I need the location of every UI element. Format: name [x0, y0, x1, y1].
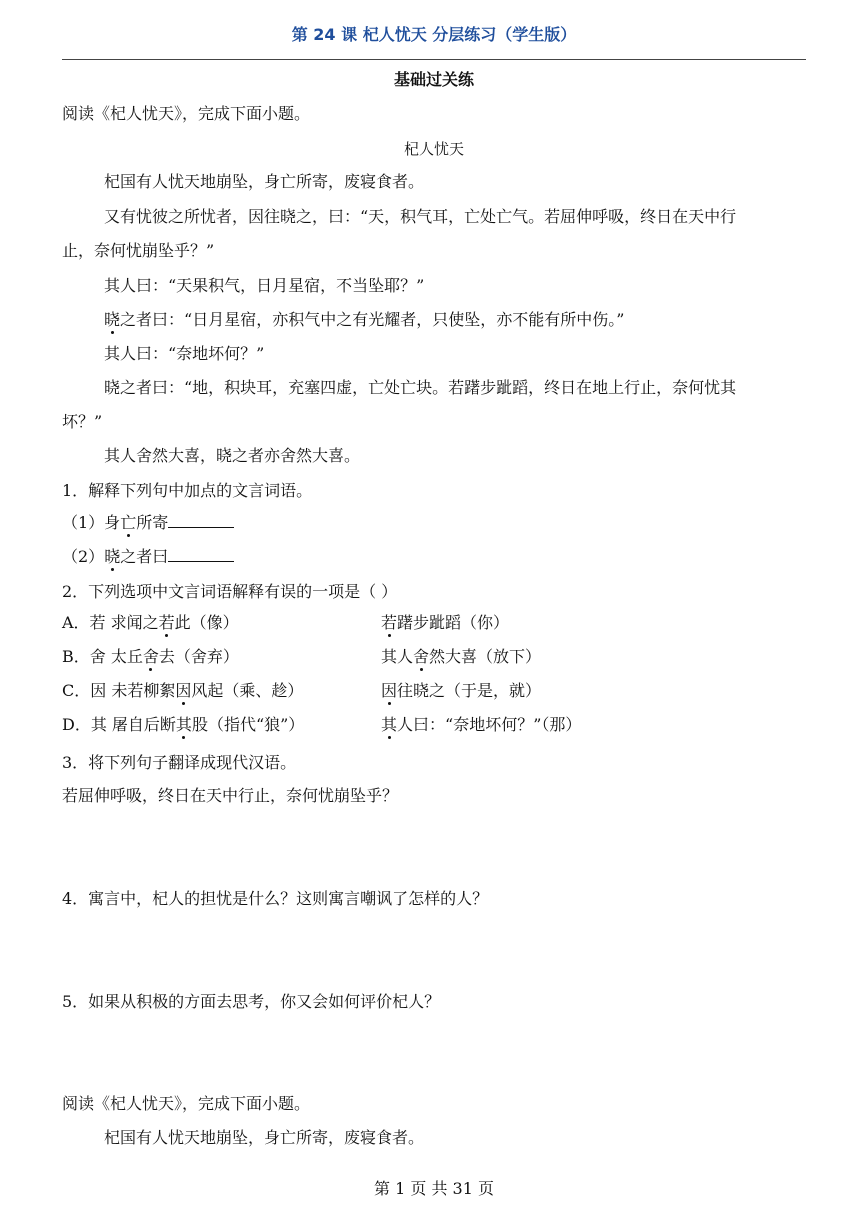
- dotted-character: 亡: [120, 513, 137, 532]
- item-text: （1）身: [62, 513, 121, 532]
- passage-paragraph: 其人曰：“天果积气，日月星宿，不当坠耶？”: [104, 276, 425, 295]
- dotted-character: 因: [381, 681, 398, 700]
- dotted-character: 因: [175, 681, 192, 700]
- option-text: 然大喜（放下）: [429, 647, 542, 666]
- option-text: 风起（乘、趁）: [191, 681, 304, 700]
- option-text: 往晓之（于是，就）: [397, 681, 542, 700]
- answer-blank[interactable]: [168, 511, 234, 528]
- option-text: 此（像）: [174, 613, 239, 632]
- question-5-stem: 5．如果从积极的方面去思考，你又会如何评价杞人？: [62, 992, 441, 1011]
- dotted-character: 晓: [104, 310, 121, 329]
- passage-paragraph: [104, 310, 624, 330]
- reading-instruction: 阅读《杞人忧天》，完成下面小题。: [62, 1094, 311, 1113]
- dotted-character: 其: [381, 715, 398, 734]
- option-d-left[interactable]: [62, 715, 304, 735]
- passage-paragraph: 晓之者曰：“地，积块耳，充塞四虚，亡处亡块。若躇步跐蹈，终日在地上行止，奈何忧其: [104, 378, 737, 397]
- page-footer: 第 1 页 共 31 页: [374, 1179, 494, 1198]
- section-title: 基础过关练: [393, 70, 474, 89]
- option-text: 去（舍弃）: [158, 647, 239, 666]
- dotted-character: 若: [381, 613, 398, 632]
- option-text: 其人: [381, 647, 414, 666]
- option-text: 躇步跐蹈（你）: [397, 613, 510, 632]
- option-d-right: [381, 715, 581, 735]
- option-text: 人曰：“奈地坏何？”（那）: [397, 715, 582, 734]
- passage-paragraph: 又有忧彼之所忧者，因往晓之，曰：“天，积气耳，亡处亡气。若屈伸呼吸，终日在天中行: [104, 207, 737, 226]
- option-text: A．若 求闻之: [62, 613, 159, 632]
- passage-paragraph-continued: 止，奈何忧崩坠乎？”: [62, 241, 215, 260]
- option-c-right: [381, 681, 541, 701]
- item-text: （2）: [62, 547, 105, 566]
- question-3-sentence: 若屈伸呼吸，终日在天中行止，奈何忧崩坠乎？: [62, 786, 399, 805]
- dotted-character: 舍: [413, 647, 430, 666]
- option-text: D．其 屠自后断: [62, 715, 176, 734]
- option-a-left[interactable]: [62, 613, 239, 633]
- answer-blank[interactable]: [168, 545, 234, 562]
- question-1-item-1: [62, 511, 234, 533]
- dotted-character: 舍: [142, 647, 159, 666]
- option-a-right: [381, 613, 509, 633]
- option-text: 股（指代“狼”）: [191, 715, 305, 734]
- dotted-character: 其: [175, 715, 192, 734]
- option-c-left[interactable]: [62, 681, 303, 701]
- question-2-stem: 2．下列选项中文言词语解释有误的一项是（ ）: [62, 582, 398, 601]
- passage-paragraph: 杞国有人忧天地崩坠，身亡所寄，废寝食者。: [104, 172, 425, 191]
- passage-text: 之者曰：“日月星宿，亦积气中之有光耀者，只使坠，亦不能有所中伤。”: [120, 310, 625, 329]
- option-text: C．因 未若柳絮: [62, 681, 176, 700]
- dotted-character: 晓: [104, 547, 121, 566]
- passage-paragraph: 杞国有人忧天地崩坠，身亡所寄，废寝食者。: [104, 1128, 425, 1147]
- option-b-left[interactable]: [62, 647, 239, 667]
- passage-paragraph: 其人曰：“奈地坏何？”: [104, 344, 265, 363]
- passage-title: 杞人忧天: [403, 140, 464, 158]
- item-text: 之者曰: [120, 547, 169, 566]
- question-1-item-2: [62, 545, 234, 567]
- question-1-stem: 1．解释下列句中加点的文言词语。: [62, 481, 313, 500]
- reading-instruction: 阅读《杞人忧天》，完成下面小题。: [62, 104, 311, 123]
- header-divider: [62, 59, 806, 60]
- item-text: 所寄: [136, 513, 169, 532]
- passage-paragraph-continued: 坏？”: [62, 412, 103, 431]
- dotted-character: 若: [158, 613, 175, 632]
- option-b-right: [381, 647, 541, 667]
- option-text: B．舍 太丘: [62, 647, 143, 666]
- passage-paragraph: 其人舍然大喜，晓之者亦舍然大喜。: [104, 446, 361, 465]
- question-3-stem: 3．将下列句子翻译成现代汉语。: [62, 753, 297, 772]
- question-4-stem: 4．寓言中，杞人的担忧是什么？这则寓言嘲讽了怎样的人？: [62, 889, 489, 908]
- document-header: 第 24 课 杞人忧天 分层练习（学生版）: [291, 25, 577, 44]
